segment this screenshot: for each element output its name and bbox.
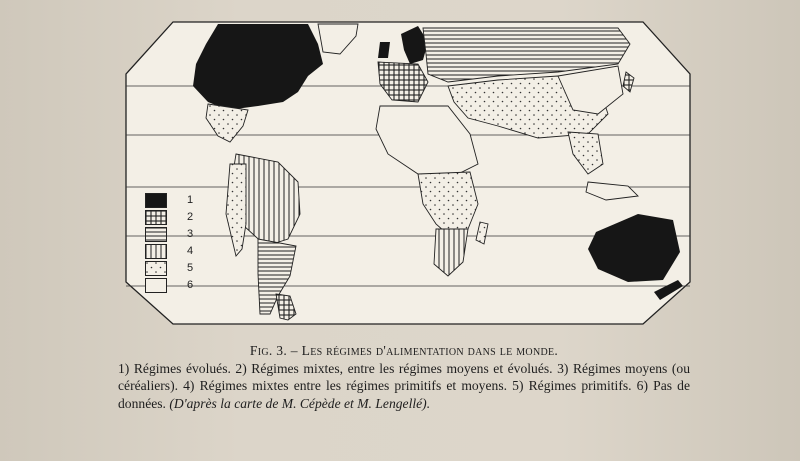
world-map-svg	[118, 14, 698, 332]
legend-label-2: 2	[187, 211, 194, 223]
legend-item-6	[145, 278, 205, 295]
legend-label-6: 6	[187, 279, 194, 291]
legend-item-5	[145, 261, 205, 278]
legend-swatch-solid	[145, 193, 167, 208]
legend-swatch-crosshatch	[145, 210, 167, 225]
legend-swatch-vertical	[145, 244, 167, 259]
caption-text: 1) Régimes évolués. 2) Régimes mixtes, entre les régimes moyens et évolués. 3) Régimes moyens (ou céréaliers). 4) Régimes mixtes entre les régimes primitifs et moyens. 5) Régimes primitifs. 6) Pas de données.	[118, 360, 690, 411]
legend-swatch-dots	[145, 261, 167, 276]
legend-label-4: 4	[187, 245, 194, 257]
britain	[378, 42, 390, 58]
legend-item-4	[145, 244, 205, 261]
legend-label-1: 1	[187, 194, 194, 206]
legend-swatch-blank	[145, 278, 167, 293]
legend-swatch-horizontal	[145, 227, 167, 242]
legend-item-1	[145, 193, 205, 210]
legend-label-3: 3	[187, 228, 194, 240]
legend-item-2	[145, 210, 205, 227]
caption-body	[118, 360, 690, 413]
legend-item-3	[145, 227, 205, 244]
caption-source: (D'après la carte de M. Cépède et M. Lengellé).	[169, 395, 431, 411]
legend-label-5: 5	[187, 262, 194, 274]
figure-caption	[118, 342, 690, 412]
caption-title: Fig. 3. – Les régimes d'alimentation dans le monde.	[249, 343, 559, 358]
map-legend	[145, 193, 205, 295]
world-map	[118, 14, 698, 332]
